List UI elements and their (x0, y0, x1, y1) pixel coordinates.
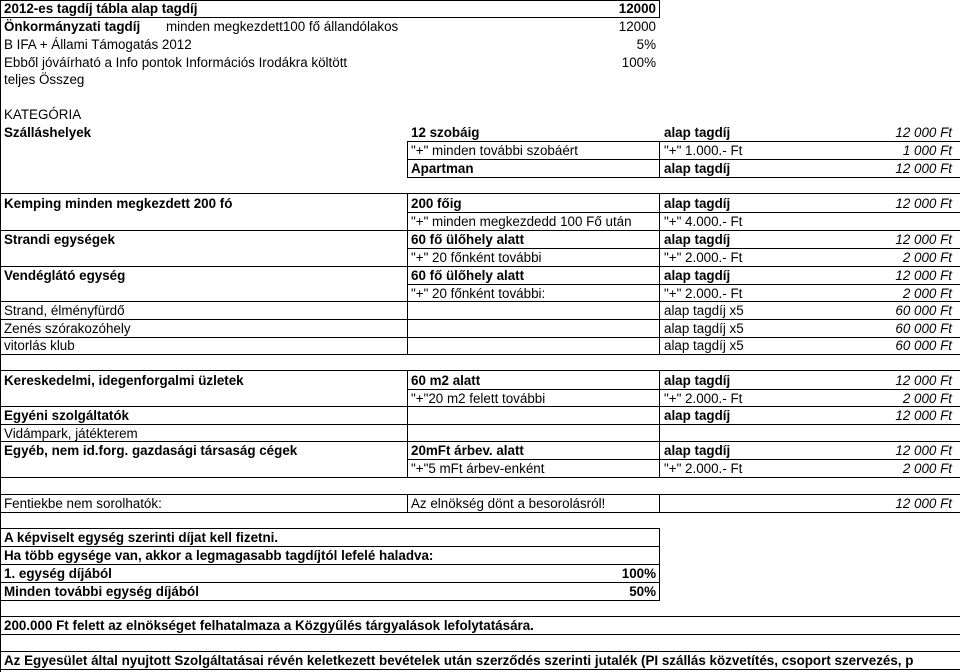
row-amount: 2 000 Ft (902, 461, 952, 476)
row-rate: "+" 2.000.- Ft (664, 461, 743, 476)
row-label: Vendéglátó egység (4, 268, 126, 283)
row-rate: "+" 2.000.- Ft (664, 391, 743, 406)
grid-line (0, 230, 960, 231)
row-label: Kemping minden megkezdett 200 fó (4, 196, 233, 211)
grid-line (0, 582, 660, 583)
row-rate: alap tagdíj x5 (664, 303, 744, 318)
row-label: Zenés szórakozóhely (4, 321, 131, 336)
row-amount: 12 000 Ft (895, 196, 952, 211)
grid-line (659, 370, 660, 478)
row-label: Kereskedelmi, idegenforgalmi üzletek (4, 373, 244, 388)
grid-line (0, 669, 960, 670)
grid-line (0, 616, 960, 617)
grid-line (659, 494, 660, 513)
row-label: Egyéni szolgáltatók (4, 408, 130, 423)
row-label: Egyéb, nem id.forg. gazdasági társaság cégek (4, 443, 298, 458)
row-condition: 12 szobáig (411, 125, 480, 140)
grid-line (0, 354, 960, 355)
row-rate: alap tagdíj (664, 373, 731, 388)
row-rate: alap tagdíj x5 (664, 321, 744, 336)
row-rate: alap tagdíj (664, 232, 731, 247)
row-rate: alap tagdíj (664, 408, 731, 423)
row-condition: Az elnökség dönt a besorolásról! (411, 496, 606, 511)
row-condition: "+" 20 főnként további: (411, 286, 546, 301)
grid-line (659, 193, 660, 355)
grid-line (0, 634, 960, 635)
note-label: 1. egység díjából (4, 566, 112, 581)
grid-line (407, 494, 408, 513)
row-condition: Apartman (411, 161, 474, 176)
row-amount: 2 000 Ft (902, 250, 952, 265)
grid-line (0, 337, 960, 338)
row-amount: 12 000 Ft (895, 373, 952, 388)
grid-line (407, 459, 960, 460)
row-amount: 60 000 Ft (895, 338, 952, 353)
row-amount: 1 000 Ft (902, 143, 952, 158)
grid-line (407, 141, 960, 142)
row-condition: 200 főig (411, 196, 462, 211)
header-value: 100% (621, 55, 656, 70)
row-label: vitorlás klub (4, 338, 75, 353)
grid-line (407, 389, 960, 390)
grid-line (659, 0, 660, 18)
row-rate: alap tagdíj x5 (664, 338, 744, 353)
grid-line (407, 177, 960, 178)
note-value: 50% (629, 584, 656, 599)
header-title: 2012-es tagdíj tábla alap tagdíj (4, 1, 198, 16)
row-label: Strandi egységek (4, 232, 115, 247)
grid-line (0, 477, 960, 478)
row-condition: "+"20 m2 felett további (411, 391, 546, 406)
note-text: A képviselt egység szerinti díjat kell fizetni. (4, 530, 279, 545)
row-label: Szálláshelyek (4, 125, 92, 140)
grid-line (0, 406, 960, 407)
grid-line (0, 370, 960, 371)
row-amount: 12 000 Ft (895, 408, 952, 423)
row-amount: 2 000 Ft (902, 286, 952, 301)
row-condition: 60 fő ülőhely alatt (411, 268, 525, 283)
grid-line (0, 651, 960, 652)
grid-line (659, 528, 660, 601)
row-rate: alap tagdíj (664, 196, 731, 211)
grid-line (0, 266, 960, 267)
grid-line (407, 159, 960, 160)
grid-line (659, 141, 660, 178)
note-text: 200.000 Ft felett az elnökséget felhatalmaza a Közgyűlés tárgyalások lefolytatására. (4, 618, 534, 633)
grid-line (0, 441, 960, 442)
row-rate: alap tagdíj (664, 161, 731, 176)
grid-line (407, 193, 408, 355)
grid-line (0, 512, 960, 513)
header-value: 12000 (618, 1, 656, 16)
row-rate: alap tagdíj (664, 268, 731, 283)
row-amount: 12 000 Ft (895, 268, 952, 283)
row-amount: 60 000 Ft (895, 303, 952, 318)
row-condition: "+" minden további szobáért (411, 143, 578, 158)
grid-line (0, 494, 960, 495)
grid-line (407, 284, 960, 285)
row-amount: 12 000 Ft (895, 232, 952, 247)
row-amount: 2 000 Ft (902, 391, 952, 406)
grid-line (0, 319, 960, 320)
header-label: B IFA + Állami Támogatás 2012 (4, 37, 192, 52)
grid-line (407, 212, 960, 213)
header-sublabel: minden megkezdett100 fő állandólakos (166, 19, 399, 34)
grid-line (0, 193, 960, 194)
row-rate: alap tagdíj (664, 125, 731, 140)
row-amount: 60 000 Ft (895, 321, 952, 336)
grid-line (407, 370, 408, 478)
grid-line (0, 301, 960, 302)
header-label: teljes Összeg (4, 72, 85, 87)
row-rate: "+" 1.000.- Ft (664, 143, 743, 158)
row-condition: "+"5 mFt árbev-enként (411, 461, 545, 476)
row-rate: "+" 2.000.- Ft (664, 250, 743, 265)
grid-line (0, 528, 660, 529)
grid-line (407, 141, 408, 178)
header-label: Ebből jóváírható a Info pontok Információs Irodákra költött (4, 55, 348, 70)
header-label: Önkormányzati tagdíj (4, 19, 141, 34)
note-text: Ha több egysége van, akkor a legmagasabb tagdíjtól lefelé haladva: (4, 548, 434, 563)
header-value: 12000 (618, 19, 656, 34)
row-condition: 60 m2 alatt (411, 373, 481, 388)
header-value: 5% (636, 37, 656, 52)
row-condition: 20mFt árbev. alatt (411, 443, 524, 458)
grid-line (407, 248, 960, 249)
row-amount: 12 000 Ft (895, 161, 952, 176)
row-label: Strand, élményfürdő (4, 303, 125, 318)
note-value: 100% (621, 566, 656, 581)
row-condition: "+" minden megkezdedd 100 Fő után (411, 214, 632, 229)
note-text: Az Egyesület által nyujtott Szolgáltatásai révén keletkezett bevételek után szerződés szerinti jutalék (PI szállás közvetítés, csoport szervezés, p (4, 653, 914, 668)
row-label: Vidámpark, játékterem (4, 426, 138, 441)
grid-line (0, 600, 660, 601)
row-rate: alap tagdíj (664, 443, 731, 458)
note-label: Minden további egység díjából (4, 584, 199, 599)
row-condition: "+" 20 főnként további (411, 250, 542, 265)
row-amount: 12 000 Ft (895, 443, 952, 458)
row-rate: "+" 2.000.- Ft (664, 286, 743, 301)
row-condition: 60 fő ülőhely alatt (411, 232, 525, 247)
row-label: Fentiekbe nem sorolhatók: (4, 496, 162, 511)
row-amount: 12 000 Ft (895, 496, 952, 511)
row-rate: "+" 4.000.- Ft (664, 214, 743, 229)
category-heading: KATEGÓRIA (4, 107, 82, 122)
grid-line (0, 17, 660, 18)
grid-line (0, 546, 660, 547)
grid-line (0, 564, 660, 565)
grid-line (0, 424, 960, 425)
grid-line (0, 0, 1, 672)
row-amount: 12 000 Ft (895, 125, 952, 140)
